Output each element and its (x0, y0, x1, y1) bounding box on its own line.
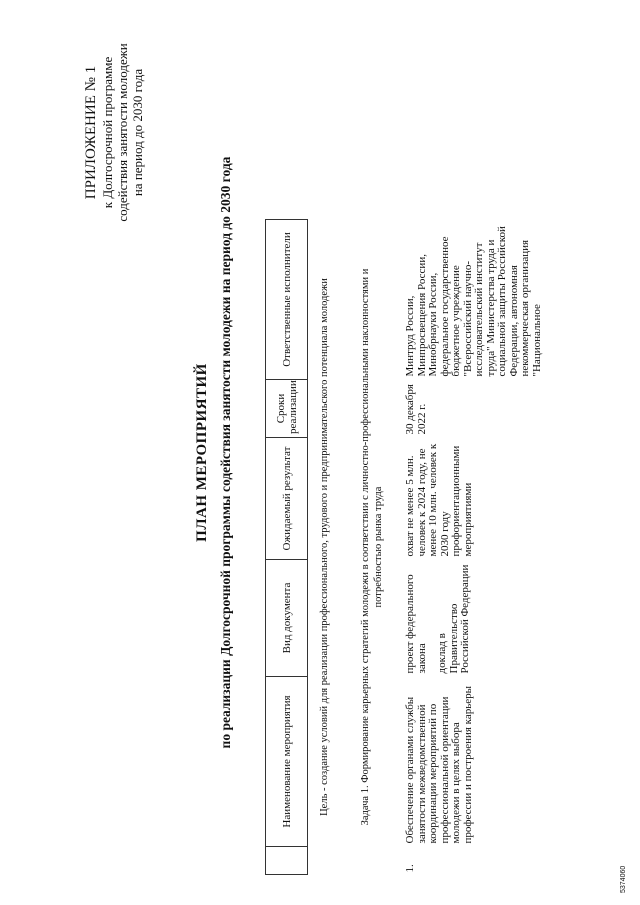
header-expected-result: Ожидаемый результат (266, 438, 308, 560)
header-number (266, 847, 308, 875)
document-stamp-number: 5374060 (620, 865, 627, 893)
row-expected-result: охват не менее 5 млн. человек к 2024 году, не менее 10 млн. человек к 2030 году профориентационными мероприятиями (404, 443, 474, 557)
row-document-type-1: проект федерального закона (404, 574, 428, 674)
header-deadline: Сроки реализации (266, 380, 308, 438)
row-document-type (398, 560, 543, 677)
plan-table-wrapper (265, 220, 543, 875)
document-subtitle: по реализации Долгосрочной программы содействия занятости молодежи на период до 2030 года (218, 156, 233, 749)
plan-table (265, 219, 543, 875)
appendix-line-3: содействия занятости молодежи (115, 43, 130, 222)
table-header-row (266, 220, 308, 875)
header-name: Наименование мероприятия (266, 677, 308, 847)
task-text: Задача 1. Формирование карьерных стратегий молодежи в соответствии с личностно-профессиональными наклонностями и потребностью рынка труда (360, 268, 384, 826)
row-document-type-2: доклад в Правительство Российской Федерации (436, 564, 471, 674)
goal-row (308, 220, 351, 875)
task-row (350, 220, 398, 875)
header-executors: Ответственные исполнители (266, 220, 308, 380)
row-executors: Минтруд России, Минпросвещения России, Минобрнауки России, федеральное государственное бюджетное учреждение "Всероссийский научно-исследовательский институт труда" Министерства труда и социальной защиты Российской Федерации, автономная некоммерческая организация "Национальное (404, 226, 543, 377)
document-title: ПЛАН МЕРОПРИЯТИЙ (194, 363, 210, 542)
appendix-number: ПРИЛОЖЕНИЕ № 1 (83, 65, 99, 200)
goal-text: Цель - создание условий для реализации профессионального, трудового и предпринимательского потенциала молодежи (319, 278, 330, 816)
header-document-type: Вид документа (266, 560, 308, 677)
row-name: Обеспечение органами службы занятости межведомственной координации мероприятий по профессиональной ориентации молодежи в целях выбора профессии и построения карьеры (404, 685, 474, 844)
table-row (398, 220, 543, 875)
row-deadline: 30 декабря 2022 г. (404, 384, 428, 435)
appendix-header (82, 25, 145, 240)
row-number: 1. (404, 864, 416, 873)
appendix-line-4: на период до 2030 года (130, 68, 145, 197)
appendix-line-2: к Долгосрочной программе (100, 56, 115, 209)
